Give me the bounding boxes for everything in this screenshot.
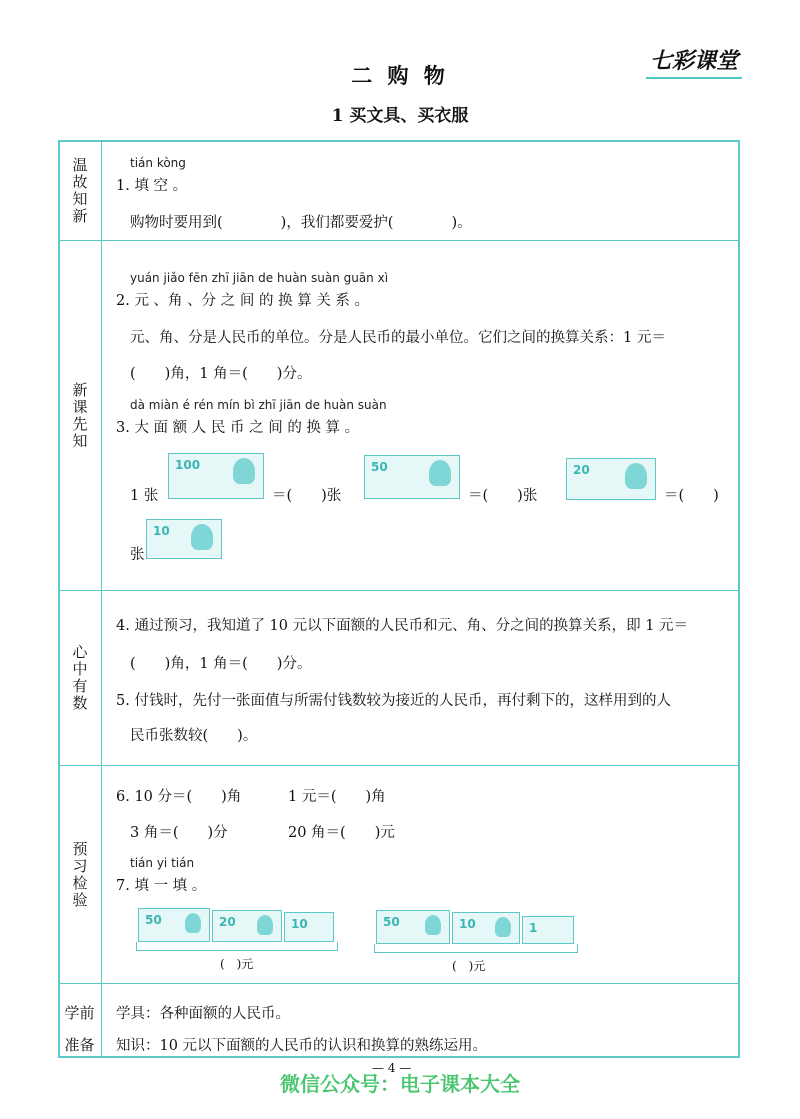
q7-pinyin: tián yi tián — [130, 856, 195, 870]
row-divider — [58, 240, 740, 241]
section-label-prep-top: 学前 — [64, 1004, 95, 1022]
section-label-new: 新课先知 — [70, 381, 89, 450]
q3-text-3: ＝( )张 — [468, 488, 538, 504]
q6-item-a: 6. 10 分＝( )角 — [116, 789, 242, 805]
q7-title: 7. 填 一 填 。 — [116, 878, 207, 894]
banknote-10: 10 — [146, 519, 222, 559]
section-label-check: 预习检验 — [70, 840, 89, 909]
row-divider — [58, 590, 740, 591]
q2-line1: 元、角、分是人民币的单位。分是人民币的最小单位。它们之间的换算关系：1 元＝ — [130, 330, 666, 346]
q2-line2: ( )角，1 角＝( )分。 — [130, 366, 312, 382]
page-number: — 4 — — [372, 1061, 412, 1075]
q3-text-2: ＝( )张 — [272, 488, 342, 504]
q7-right-banknote-50: 50 — [376, 910, 450, 944]
column-divider — [101, 140, 102, 1058]
q7-left-banknote-10: 10 — [284, 912, 334, 942]
q7-left-brace — [136, 942, 338, 951]
q6-item-d: 20 角＝( )元 — [288, 825, 395, 841]
section-label-review: 温故知新 — [70, 156, 89, 225]
lesson-subtitle: 1 买文具、买衣服 — [331, 106, 469, 126]
q3-text-1: 1 张 — [130, 488, 159, 504]
q3-text-5: 张 — [130, 547, 145, 563]
q3-title: 3. 大 面 额 人 民 币 之 间 的 换 算 。 — [116, 420, 360, 436]
q7-right-banknote-1: 1 — [522, 916, 574, 944]
q2-pinyin: yuán jiǎo fēn zhī jiān de huàn suàn guān xì — [130, 271, 389, 285]
q7-left-answer: ( )元 — [220, 957, 254, 971]
banknote-50: 50 — [364, 455, 460, 499]
q3-text-4: ＝( ) — [664, 488, 719, 504]
q3-pinyin: dà miàn é rén mín bì zhī jiān de huàn suàn — [130, 398, 387, 412]
banknote-100: 100 — [168, 453, 264, 499]
q6-item-c: 3 角＝( )分 — [130, 825, 228, 841]
banknote-20: 20 — [566, 458, 656, 500]
q7-left-banknote-50: 50 — [138, 908, 210, 942]
q4-line2: ( )角，1 角＝( )分。 — [130, 656, 312, 672]
q6-item-b: 1 元＝( )角 — [288, 789, 386, 805]
section-label-prep-bottom: 准备 — [64, 1036, 95, 1054]
q7-left-banknote-20: 20 — [212, 910, 282, 942]
q7-right-answer: ( )元 — [452, 959, 486, 973]
prep-knowledge: 知识：10 元以下面额的人民币的认识和换算的熟练运用。 — [116, 1038, 488, 1054]
row-divider — [58, 983, 740, 984]
q4-line1: 4. 通过预习，我知道了 10 元以下面额的人民币和元、角、分之间的换算关系，即 1 元＝ — [116, 618, 689, 634]
page-title: 二 购 物 — [351, 63, 449, 88]
q1-line: 购物时要用到( )，我们都要爱护( )。 — [130, 215, 472, 231]
brand-logo: 七彩课堂 — [650, 44, 738, 75]
row-divider — [58, 765, 740, 766]
section-label-mind: 心中有数 — [70, 644, 89, 712]
q7-right-banknote-10: 10 — [452, 912, 520, 944]
q1-pinyin: tián kòng — [130, 156, 186, 170]
q7-right-brace — [374, 944, 578, 953]
footer-watermark: 微信公众号：电子课本大全 — [280, 1072, 520, 1096]
q5-line2: 民币张数较( )。 — [130, 728, 258, 744]
prep-tools: 学具：各种面额的人民币。 — [116, 1006, 290, 1022]
q2-title: 2. 元 、角 、分 之 间 的 换 算 关 系 。 — [116, 293, 370, 309]
q1-title: 1. 填 空 。 — [116, 178, 188, 194]
q5-line1: 5. 付钱时，先付一张面值与所需付钱数较为接近的人民币，再付剩下的，这样用到的人 — [116, 693, 671, 709]
